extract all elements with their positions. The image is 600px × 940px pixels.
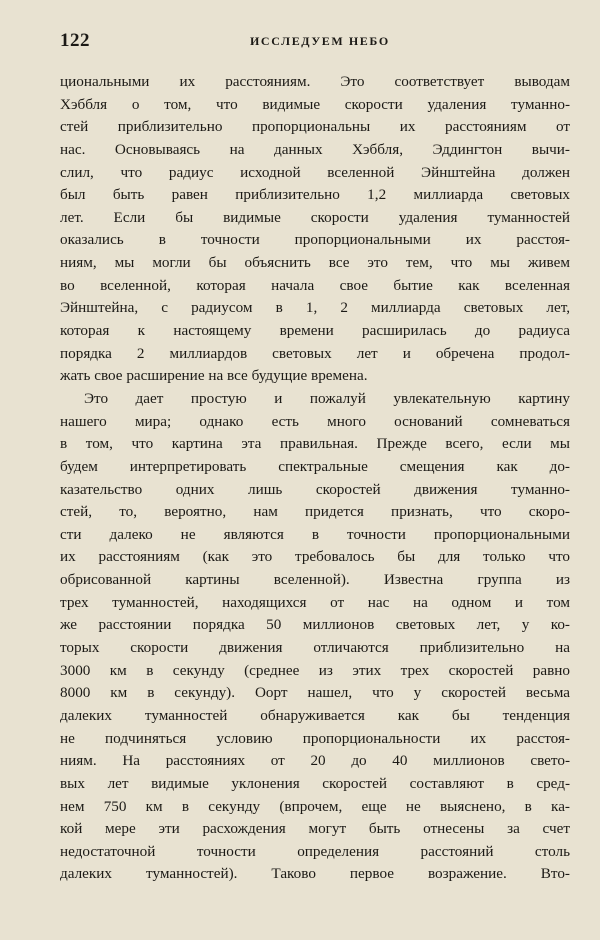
text-line: сти далеко не являются в точности пропорциональными [60, 525, 570, 543]
text-line: же расстоянии порядка 50 миллионов световых лет, у ко- [60, 616, 570, 634]
text-line: 8000 км в секунду). Оорт нашел, что у скоростей весьма [60, 684, 570, 702]
text-line: Это дает простую и пожалуй увлекательную картину [84, 389, 570, 407]
text-line: нашего мира; однако есть много оснований сомневаться [60, 412, 570, 430]
text-line: далеких туманностей). Таково первое возражение. Вто- [60, 865, 570, 883]
body-text [60, 71, 570, 886]
text-line: нем 750 км в секунду (впрочем, еще не выяснено, в ка- [60, 797, 570, 815]
text-line: Хэббля о том, что видимые скорости удаления туманно- [60, 95, 570, 113]
page-number: 122 [60, 30, 90, 51]
text-line: слил, что радиус исходной вселенной Эйнштейна должен [60, 163, 570, 181]
text-line: порядка 2 миллиардов световых лет и обречена продол- [60, 344, 570, 362]
text-line: циональными их расстояниям. Это соответствует выводам [60, 73, 570, 90]
text-line: ниям. На расстояниях от 20 до 40 миллионов свето- [60, 752, 570, 770]
text-line: в том, что картина эта правильная. Прежде всего, если мы [60, 435, 570, 453]
page-header [60, 30, 570, 58]
text-line: нас. Основываясь на данных Хэббля, Эддингтон вычи- [60, 140, 570, 158]
text-line: стей, то, вероятно, нам придется признать, что скоро- [60, 503, 570, 521]
text-line: во вселенной, которая начала свое бытие как вселенная [60, 276, 570, 294]
text-line: лет. Если бы видимые скорости удаления туманностей [60, 208, 570, 226]
text-line: обрисованной картины вселенной). Известна группа из [60, 571, 570, 589]
text-line: недостаточной точности определения расстояний столь [60, 842, 570, 860]
text-line: 3000 км в секунду (среднее из этих трех скоростей равно [60, 661, 570, 679]
text-line: казательство одних лишь скоростей движения туманно- [60, 480, 570, 498]
text-line: которая к настоящему времени расширилась до радиуса [60, 322, 570, 340]
text-line: далеких туманностей обнаруживается как бы тенденция [60, 706, 570, 724]
text-line: оказались в точности пропорциональными их расстоя- [60, 231, 570, 249]
text-line: кой мере эти расхождения могут быть отнесены за счет [60, 820, 570, 838]
text-line: не подчиняться условию пропорциональности их расстоя- [60, 729, 570, 747]
text-line: торых скорости движения отличаются приблизительно на [60, 639, 570, 657]
text-line: будем интерпретировать спектральные смещения как до- [60, 457, 570, 475]
text-line: их расстояниям (как это требовалось бы для только что [60, 548, 570, 566]
text-line: вых лет видимые уклонения скоростей составляют в сред- [60, 774, 570, 792]
text-line: трех туманностей, находящихся от нас на одном и том [60, 593, 570, 611]
text-line: жать свое расширение на все будущие времена. [60, 367, 368, 385]
text-line: Эйнштейна, с радиусом в 1, 2 миллиарда световых лет, [60, 299, 570, 317]
text-line: был быть равен приблизительно 1,2 миллиарда световых [60, 186, 570, 204]
text-line: ниям, мы могли бы объяснить все это тем, что мы живем [60, 254, 570, 272]
text-line: стей приблизительно пропорциональны их расстояниям от [60, 118, 570, 136]
running-head: ИССЛЕДУЕМ НЕБО [250, 34, 390, 48]
